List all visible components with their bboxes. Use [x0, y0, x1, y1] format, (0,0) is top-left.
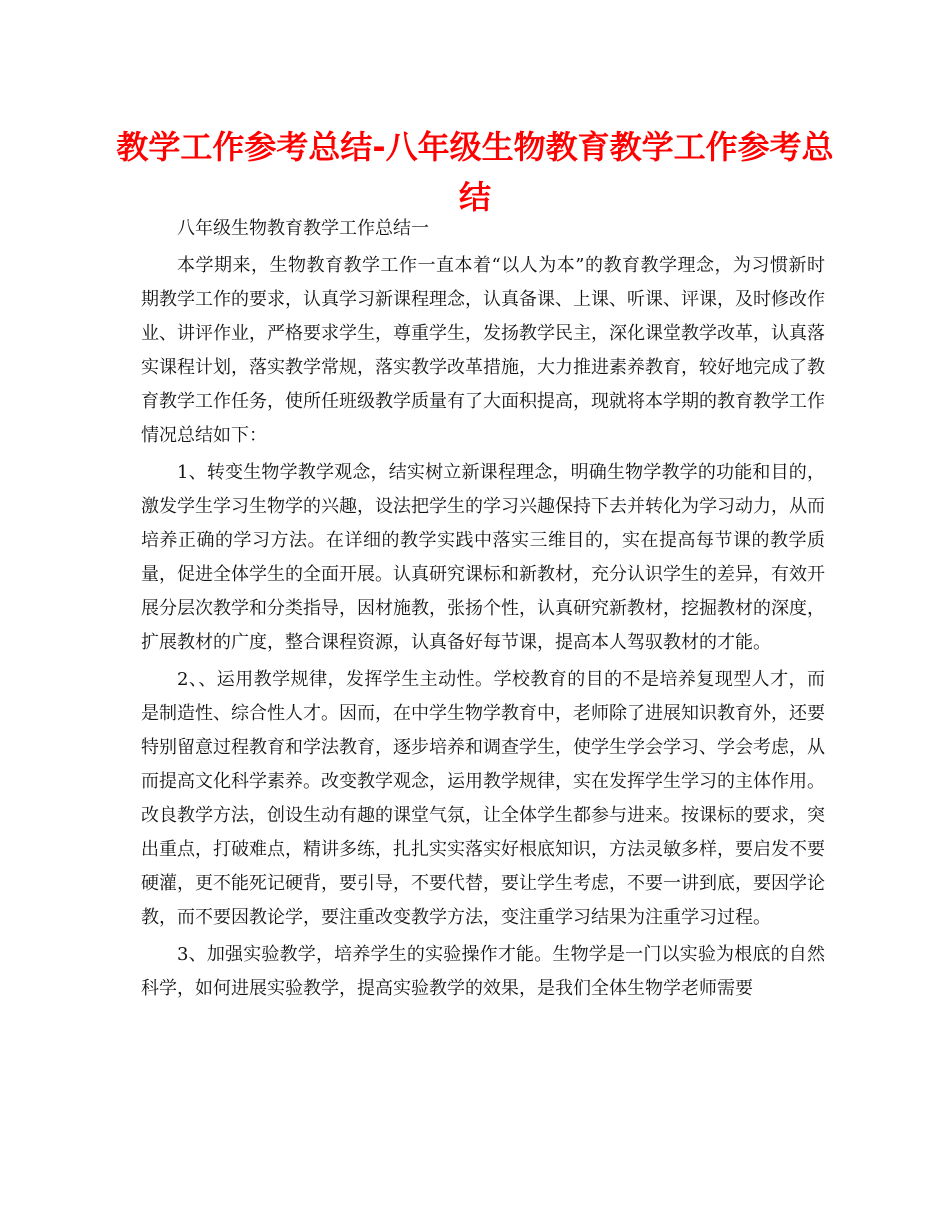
paragraph-point-3: 3、加强实验教学，培养学生的实验操作才能。生物学是一门以实验为根底的自然科学，如何进展实验教学，提高实验教学的效果，是我们全体生物学老师需要 [141, 944, 825, 999]
paragraph-point-2: 2、、运用教学规律，发挥学生主动性。学校教育的目的不是培养复现型人才，而是制造性、综合性人才。因而，在中学生物学教育中，老师除了进展知识教育外，还要特别留意过程教育和学法教育，逐步培养和调查学生，使学生学会学习、学会考虑，从而提高文化科学素养。改变教学观念，运用教学规律，实在发挥学生学习的主体作用。改良教学方法，创设生动有趣的课堂气氛，让全体学生都参与进来。按课标的要求，突出重点，打破难点，精讲多练，扎扎实实落实好根底知识，方法灵敏多样，要启发不要硬灌，更不能死记硬背，要引导，不要代替，要让学生考虑，不要一讲到底，要因学论教，而不要因教论学，要注重改变教学方法，变注重学习结果为注重学习过程。 [141, 669, 825, 928]
paragraph-point-1: 1、转变生物学教学观念，结实树立新课程理念，明确生物学教学的功能和目的，激发学生学习生物学的兴趣，设法把学生的学习兴趣保持下去并转化为学习动力，从而培养正确的学习方法。在详细的教学实践中落实三维目的，实在提高每节课的教学质量，促进全体学生的全面开展。认真研究课标和新教材，充分认识学生的差异，有效开展分层次教学和分类指导，因材施教，张扬个性，认真研究新教材，挖掘教材的深度，扩展教材的广度，整合课程资源，认真备好每节课，提高本人驾驭教材的才能。 [141, 462, 825, 653]
paragraph-intro: 本学期来，生物教育教学工作一直本着“以人为本”的教育教学理念，为习惯新时期教学工作的要求，认真学习新课程理念，认真备课、上课、听课、评课，及时修改作业、讲评作业，严格要求学生，尊重学生，发扬教学民主，深化课堂教学改革，认真落实课程计划，落实教学常规，落实教学改革措施，大力推进素养教育，较好地完成了教育教学工作任务，使所任班级教学质量有了大面积提高，现就将本学期的教育教学工作情况总结如下： [141, 255, 825, 446]
document-body [141, 212, 825, 1009]
section-heading: 八年级生物教育教学工作总结一 [177, 218, 429, 239]
document-title: 教学工作参考总结-八年级生物教育教学工作参考总结 [116, 128, 834, 216]
